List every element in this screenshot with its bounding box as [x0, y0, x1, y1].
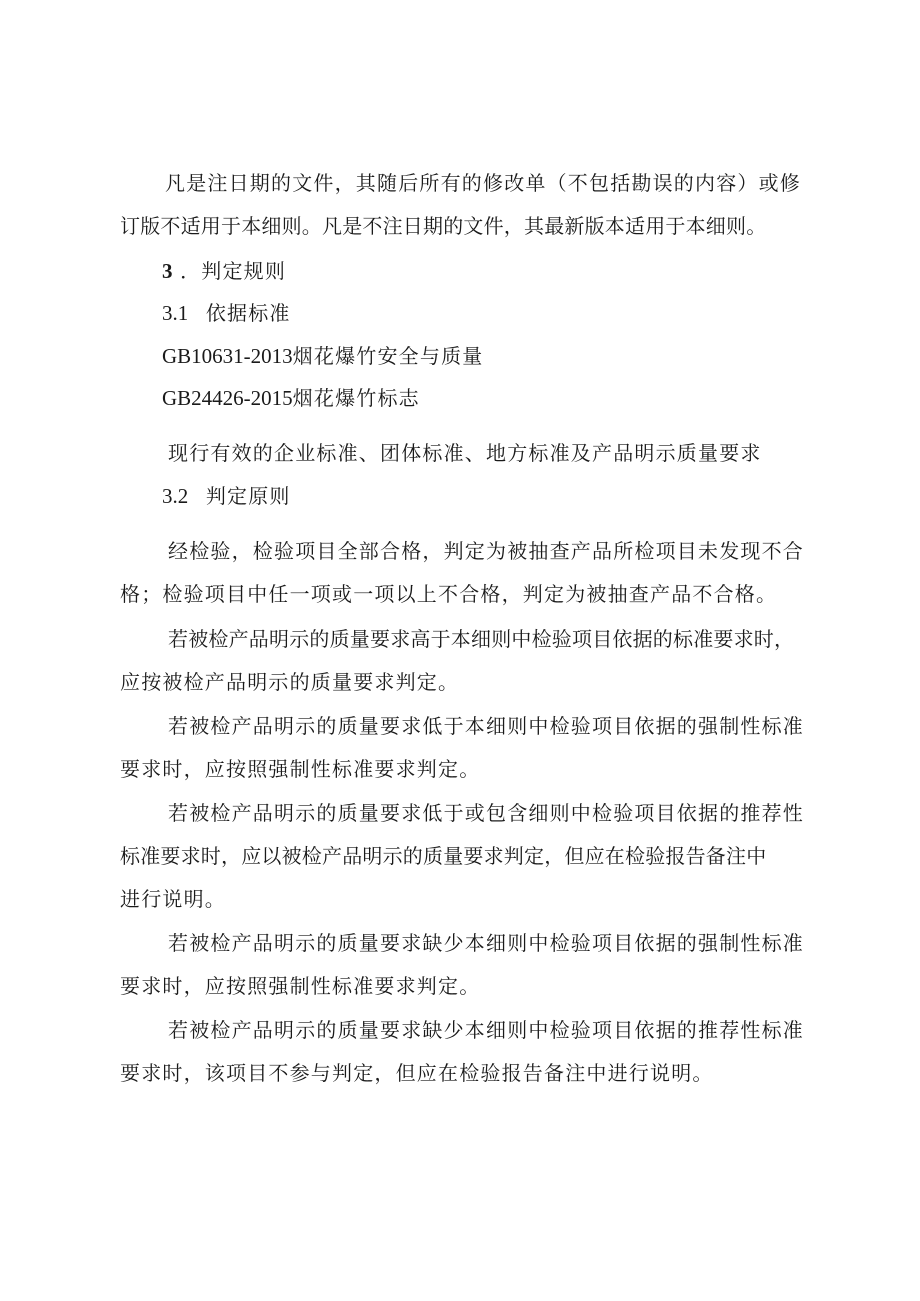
standard-name: 烟花爆竹安全与质量 — [292, 344, 484, 368]
principle-line: 要求时，该项目不参与判定，但应在检验报告备注中进行说明。 — [120, 1061, 714, 1085]
principle-line: 若被检产品明示的质量要求低于或包含细则中检验项目依据的推荐性 — [168, 801, 804, 825]
other-standards-text: 现行有效的企业标准、团体标准、地方标准及产品明示质量要求 — [168, 441, 762, 465]
section-3-1-number: 3.1 — [162, 301, 189, 325]
principle-line: 进行说明。 — [120, 887, 226, 911]
principle-line: 若被检产品明示的质量要求缺少本细则中检验项目依据的强制性标准 — [168, 931, 804, 955]
principle-line: 标准要求时，应以被检产品明示的质量要求判定，但应在检验报告备注中 — [120, 844, 767, 868]
standard-code: GB10631-2013 — [162, 344, 293, 368]
principle-line: 若被检产品明示的质量要求高于本细则中检验项目依据的标准要求时， — [168, 627, 795, 651]
section-3-1-title: 依据标准 — [205, 301, 291, 325]
section-3-title: ．判定规则 — [180, 259, 287, 283]
intro-paragraph-line-1: 凡是注日期的文件，其随后所有的修改单（不包括勘误的内容）或修 — [165, 171, 801, 195]
principle-line: 若被检产品明示的质量要求低于本细则中检验项目依据的强制性标准 — [168, 714, 804, 738]
principle-line: 格；检验项目中任一项或一项以上不合格，判定为被抽查产品不合格。 — [120, 582, 778, 606]
section-3-2-title: 判定原则 — [205, 484, 291, 508]
principle-line: 经检验，检验项目全部合格，判定为被抽查产品所检项目未发现不合 — [168, 539, 804, 563]
principle-line: 要求时，应按照强制性标准要求判定。 — [120, 974, 481, 998]
section-3-number: 3 — [162, 259, 173, 283]
principle-line: 要求时，应按照强制性标准要求判定。 — [120, 757, 481, 781]
section-3-2-number: 3.2 — [162, 484, 189, 508]
standard-code: GB24426-2015 — [162, 386, 293, 410]
intro-paragraph-line-2: 订版不适用于本细则。凡是不注日期的文件，其最新版本适用于本细则。 — [120, 214, 767, 238]
standard-item — [162, 384, 420, 412]
section-3-heading — [162, 257, 286, 285]
standard-name: 烟花爆竹标志 — [292, 386, 420, 410]
section-3-1-heading — [162, 299, 291, 327]
section-3-2-heading — [162, 482, 291, 510]
principle-line: 若被检产品明示的质量要求缺少本细则中检验项目依据的推荐性标准 — [168, 1018, 804, 1042]
standard-item — [162, 342, 483, 370]
principle-line: 应按被检产品明示的质量要求判定。 — [120, 670, 460, 694]
